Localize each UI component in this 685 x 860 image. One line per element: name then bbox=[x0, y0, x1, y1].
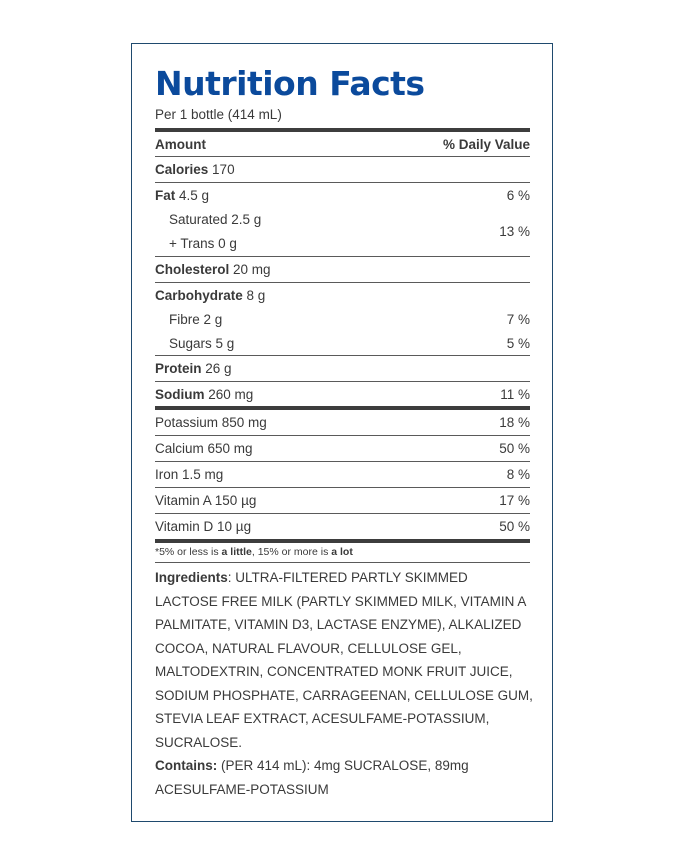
fat-amount: 4.5 g bbox=[179, 187, 210, 203]
contains-list: (PER 414 mL): 4mg SUCRALOSE, 89mg ACESULFAME-POTASSIUM bbox=[155, 758, 469, 797]
daily-value-header: % Daily Value bbox=[442, 136, 530, 152]
calcium-row bbox=[155, 436, 530, 461]
contains-text bbox=[155, 754, 534, 801]
fibre-label: Fibre 2 g bbox=[169, 312, 223, 327]
potassium-label: Potassium 850 mg bbox=[155, 415, 267, 430]
footnote-text: *5% or less is bbox=[155, 546, 222, 558]
cholesterol-label: Cholesterol bbox=[155, 262, 230, 277]
carbohydrate-label: Carbohydrate bbox=[155, 288, 243, 303]
footnote-lot: a lot bbox=[331, 546, 353, 558]
sugars-row bbox=[155, 331, 530, 355]
vitamin-d-label: Vitamin D 10 µg bbox=[155, 519, 252, 534]
ingredients-list: : ULTRA-FILTERED PARTLY SKIMMED LACTOSE FREE MILK (PARTLY SKIMMED MILK, VITAMIN A PALMITATE, VITAMIN D3, LACTASE ENZYME), ALKALIZED COCOA, NATURAL FLAVOUR, CELLULOSE GEL, MALTODEXTRIN, CONCENTRATED MONK FRUIT JUICE, SODIUM PHOSPHATE, CARRAGEENAN, CELLULOSE GUM, STEVIA LEAF EXTRACT, ACESULFAME-POTASSIUM, SUCRALOSE. bbox=[155, 570, 533, 750]
calcium-label: Calcium 650 mg bbox=[155, 441, 253, 456]
contains-label: Contains: bbox=[155, 758, 218, 773]
cholesterol-row bbox=[155, 257, 530, 282]
vitamin-d-row bbox=[155, 514, 530, 539]
saturated-trans-dv: 13 % bbox=[499, 224, 530, 239]
ingredients-text bbox=[155, 566, 534, 754]
amount-header: Amount bbox=[155, 136, 206, 152]
ingredients-label: Ingredients bbox=[155, 570, 228, 585]
calories-label: Calories bbox=[155, 162, 209, 177]
saturated-fat: Saturated 2.5 g bbox=[169, 211, 262, 227]
trans-fat: + Trans 0 g bbox=[169, 235, 237, 251]
cholesterol-amount: 20 mg bbox=[233, 262, 271, 277]
carbohydrate-row bbox=[155, 283, 530, 308]
protein-amount: 26 g bbox=[205, 361, 232, 376]
daily-value-footnote bbox=[155, 543, 530, 562]
fat-label: Fat bbox=[155, 187, 176, 203]
sugars-dv: 5 % bbox=[506, 335, 530, 351]
fibre-row bbox=[155, 308, 530, 331]
sodium-label: Sodium bbox=[155, 386, 205, 402]
iron-row bbox=[155, 462, 530, 487]
footnote-little: a little bbox=[221, 546, 252, 558]
iron-label: Iron 1.5 mg bbox=[155, 467, 224, 482]
calories-value: 170 bbox=[212, 162, 235, 177]
fibre-dv: 7 % bbox=[506, 312, 530, 327]
table-header bbox=[155, 132, 530, 156]
vitamin-a-row bbox=[155, 488, 530, 513]
nutrition-facts-title: Nutrition Facts bbox=[155, 64, 425, 103]
fat-dv: 6 % bbox=[506, 187, 530, 203]
vitamin-d-dv: 50 % bbox=[499, 519, 530, 534]
protein-row bbox=[155, 356, 530, 381]
sodium-row bbox=[155, 382, 530, 406]
potassium-row bbox=[155, 410, 530, 435]
potassium-dv: 18 % bbox=[499, 415, 530, 430]
sodium-amount: 260 mg bbox=[208, 386, 254, 402]
calcium-dv: 50 % bbox=[499, 441, 530, 456]
iron-dv: 8 % bbox=[506, 467, 530, 482]
protein-label: Protein bbox=[155, 361, 202, 376]
fat-row bbox=[155, 183, 530, 207]
footnote-text: , 15% or more is bbox=[251, 546, 332, 558]
carbohydrate-amount: 8 g bbox=[246, 288, 266, 303]
serving-size: Per 1 bottle (414 mL) bbox=[155, 107, 282, 122]
vitamin-a-label: Vitamin A 150 µg bbox=[155, 493, 257, 508]
sodium-dv: 11 % bbox=[500, 386, 530, 402]
nutrition-facts-label bbox=[131, 43, 553, 822]
ingredients-section bbox=[155, 563, 534, 801]
calories-row bbox=[155, 157, 530, 182]
saturated-trans-row bbox=[155, 207, 530, 256]
vitamin-a-dv: 17 % bbox=[499, 493, 530, 508]
sugars-label: Sugars 5 g bbox=[169, 335, 235, 351]
